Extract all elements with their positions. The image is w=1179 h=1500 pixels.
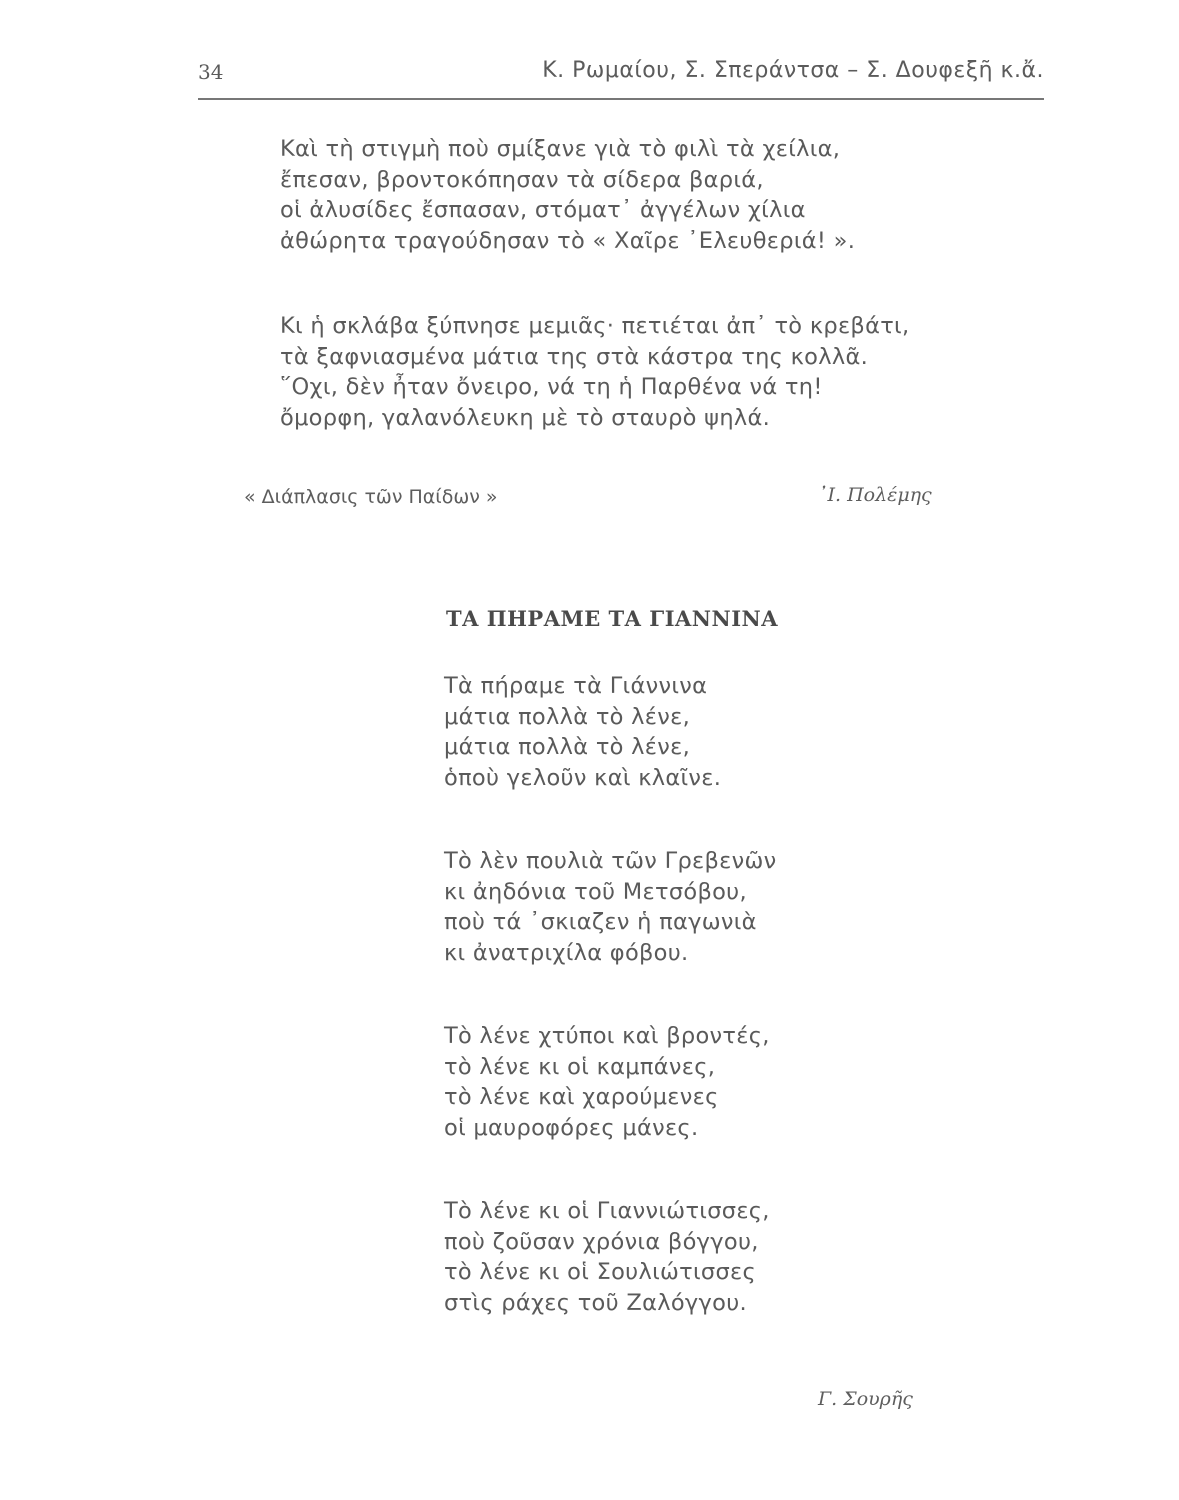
- poem2-title: ΤΑ ΠΗΡΑΜΕ ΤΑ ΓΙΑΝΝΙΝΑ: [446, 606, 779, 631]
- poem1-stanza-1: [280, 134, 855, 256]
- verse-line: ὁποὺ γελοῦν καὶ κλαῖνε.: [444, 764, 722, 791]
- verse-line: μάτια πολλὰ τὸ λένε,: [444, 703, 691, 730]
- verse-line: στὶς ράχες τοῦ Ζαλόγγου.: [444, 1289, 747, 1316]
- verse-line: τὸ λένε καὶ χαρούμενες: [444, 1084, 719, 1110]
- verse-line: τὸ λένε κι οἱ Σουλιώτισσες: [444, 1259, 757, 1285]
- verse-line: Τὰ πήραμε τὰ Γιάννινα: [444, 673, 708, 699]
- verse-line: Τὸ λὲν πουλιὰ τῶν Γρεβενῶν: [444, 848, 777, 874]
- verse-line: τὰ ξαφνιασμένα μάτια της στὰ κάστρα της κολλᾶ.: [280, 343, 869, 370]
- verse-line: οἱ μαυροφόρες μάνες.: [444, 1114, 699, 1141]
- verse-line: τὸ λένε κι οἱ καμπάνες,: [444, 1053, 716, 1080]
- poem1-stanza-2: [280, 311, 909, 433]
- verse-line: ποὺ τά ᾿σκιαζεν ἡ παγωνιὰ: [444, 909, 757, 935]
- verse-line: ῞Οχι, δὲν ἦταν ὄνειρο, νά τη ἡ Παρθένα νά τη!: [280, 374, 823, 400]
- verse-line: μάτια πολλὰ τὸ λένε,: [444, 734, 691, 760]
- poem1-source: « Διάπλασις τῶν Παίδων »: [244, 486, 498, 508]
- verse-line: Τὸ λένε κι οἱ Γιαννιώτισσες,: [444, 1198, 770, 1224]
- poem2-stanza-1: [444, 671, 721, 793]
- verse-line: κι ἀηδόνια τοῦ Μετσόβου,: [444, 878, 747, 905]
- poem1-author: ᾿Ι. Πολέμης: [818, 484, 932, 506]
- verse-line: οἱ ἀλυσίδες ἔσπασαν, στόματ᾿ ἀγγέλων χίλια: [280, 197, 806, 223]
- verse-line: ὄμορφη, γαλανόλευκη μὲ τὸ σταυρὸ ψηλά.: [280, 404, 771, 431]
- poem2-stanza-4: [444, 1196, 770, 1318]
- running-head: Κ. Ρωμαίου, Σ. Σπεράντσα – Σ. Δουφεξῆ κ.ἄ.: [542, 58, 1044, 83]
- verse-line: ἔπεσαν, βροντοκόπησαν τὰ σίδερα βαριά,: [280, 166, 764, 193]
- poem2-author: Γ. Σουρῆς: [818, 1388, 913, 1410]
- verse-line: κι ἀνατριχίλα φόβου.: [444, 939, 689, 966]
- poem2-stanza-3: [444, 1021, 770, 1143]
- page-header: [198, 58, 1044, 100]
- verse-line: Καὶ τὴ στιγμὴ ποὺ σμίξανε γιὰ τὸ φιλὶ τὰ χείλια,: [280, 136, 841, 162]
- poem2-stanza-2: [444, 846, 777, 968]
- verse-line: ποὺ ζοῦσαν χρόνια βόγγου,: [444, 1228, 759, 1255]
- verse-line: ἀθώρητα τραγούδησαν τὸ « Χαῖρε ᾿Ελευθεριά! ».: [280, 227, 856, 254]
- verse-line: Τὸ λένε χτύποι καὶ βροντές,: [444, 1023, 770, 1049]
- page-number: 34: [198, 60, 224, 84]
- verse-line: Κι ἡ σκλάβα ξύπνησε μεμιᾶς· πετιέται ἀπ᾿ τὸ κρεβάτι,: [280, 313, 910, 339]
